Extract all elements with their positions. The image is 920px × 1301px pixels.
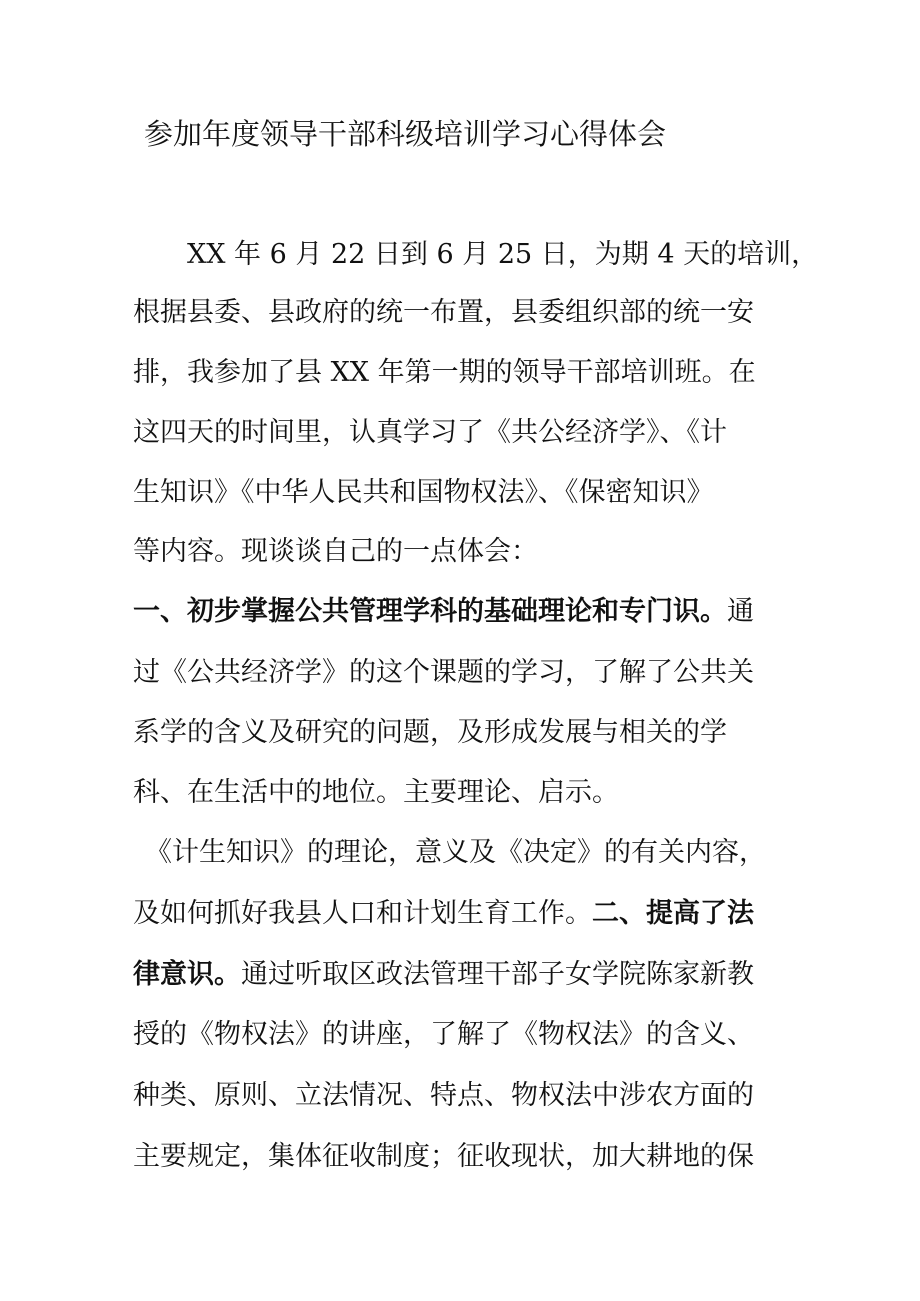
body-line: 这四天的时间里，认真学习了《共公经济学》、《计 xyxy=(133,417,727,448)
section-heading: 律意识。 xyxy=(133,959,241,990)
body-line: 种类、原则、立法情况、特点、物权法中涉农方面的 xyxy=(133,1080,754,1111)
body-line: 排，我参加了县 XX 年第一期的领导干部培训班。在 xyxy=(133,357,756,388)
section-heading: 一、初步掌握公共管理学科的基础理论和专门识。 xyxy=(133,596,727,627)
body-line: 科、在生活中的地位。主要理论、启示。 xyxy=(133,777,619,808)
section-heading-line: 及如何抓好我县人口和计划生育工作。二、提高了法 xyxy=(133,898,754,929)
body-line: 生知识》《中华人民共和国物权法》、《保密知识》 xyxy=(133,477,714,508)
body-line: 系学的含义及研究的问题，及形成发展与相关的学 xyxy=(133,717,727,748)
section-heading-line: 律意识。通过听取区政法管理干部子女学院陈家新教 xyxy=(133,959,754,990)
body-line: 主要规定，集体征收制度；征收现状，加大耕地的保 xyxy=(133,1141,754,1172)
body-line: 根据县委、县政府的统一布置，县委组织部的统一安 xyxy=(133,297,754,328)
section-heading: 二、提高了法 xyxy=(592,898,754,929)
body-line: 《计生知识》的理论，意义及《决定》的有关内容， xyxy=(145,837,766,868)
body-line: 等内容。现谈谈自己的一点体会： xyxy=(133,536,538,567)
body-line: 授的《物权法》的讲座，了解了《物权法》的含义、 xyxy=(133,1019,754,1050)
body-line: XX 年 6 月 22 日到 6 月 25 日，为期 4 天的培训， xyxy=(133,239,819,270)
body-line: 过《公共经济学》的这个课题的学习，了解了公共关 xyxy=(133,657,754,688)
document-title: 参加年度领导干部科级培训学习心得体会 xyxy=(144,117,667,151)
section-heading-line: 一、初步掌握公共管理学科的基础理论和专门识。通 xyxy=(133,596,754,627)
